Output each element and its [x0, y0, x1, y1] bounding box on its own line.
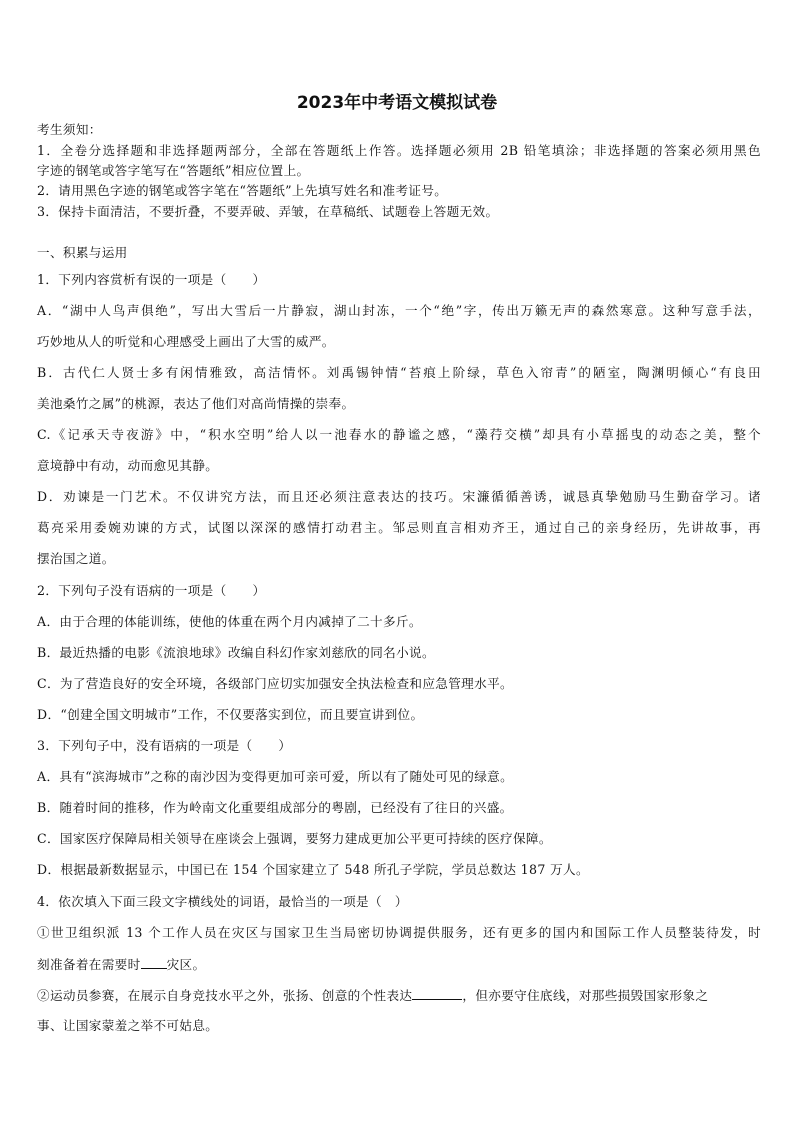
notice-item-1-line-1: 1．全卷分选择题和非选择题两部分，全部在答题纸上作答。选择题必须用 2B 铅笔填涂；非选择题的答案必须用黑色: [37, 143, 761, 158]
q3-option-d: D．根据最新数据显示，中国已在 154 个国家建立了 548 所孔子学院，学员总数达 187 万人。: [37, 862, 589, 877]
q1-option-d-line-2: 葛亮采用委婉劝谏的方式，试图以深深的感情打动君主。邹忌则直言相劝齐王，通过自己的亲身经历，先讲故事，再: [37, 520, 761, 535]
fill-in-blank-1: [141, 956, 167, 969]
notice-item-1-line-2: 字迹的钢笔或答字笔写在“答题纸”相应位置上。: [37, 163, 310, 178]
q3-option-a: A．具有“滨海城市”之称的南沙因为变得更加可亲可爱，所以有了随处可见的绿意。: [37, 769, 514, 784]
q1-option-a-line-2: 巧妙地从人的听觉和心理感受上画出了大雪的威严。: [37, 334, 335, 349]
section-heading: 一、积累与运用: [37, 245, 128, 260]
q4-passage-2-line-2: 事、让国家蒙羞之举不可姑息。: [37, 1018, 219, 1033]
q2-option-d: D．“创建全国文明城市”工作，不仅要落实到位，而且要宣讲到位。: [37, 707, 424, 722]
question-4-stem: 4．依次填入下面三段文字横线处的词语，最恰当的一项是（ ）: [37, 894, 408, 909]
q4-passage-2-line-1: [37, 987, 761, 1004]
q4-passage-2-text-before-blank: ②运动员参赛，在展示自身竞技水平之外，张扬、创意的个性表达: [37, 988, 413, 1003]
q1-option-a-line-1: A．“湖中人鸟声俱绝”，写出大雪后一片静寂，湖山封冻，一个“绝”字，传出万籁无声的森然寒意。这种写意手法，: [37, 303, 761, 318]
q4-passage-1-line-2: [37, 956, 761, 973]
q1-option-d-line-1: D．劝谏是一门艺术。不仅讲究方法，而且还必须注意表达的技巧。宋濂循循善诱，诚恳真挚勉励马生勤奋学习。诸: [37, 489, 761, 504]
q4-passage-1-text-after-blank: 灾区。: [166, 957, 206, 972]
q3-option-c: C．国家医疗保障局相关领导在座谈会上强调，要努力建成更加公平更可持续的医疗保障。: [37, 831, 552, 846]
q1-option-d-line-3: 摆治国之道。: [37, 551, 115, 566]
notice-item-2: 2．请用黑色字迹的钢笔或答字笔在“答题纸”上先填写姓名和准考证号。: [37, 183, 448, 198]
q1-option-c-line-1: C.《记承天寺夜游》中，“积水空明”给人以一池春水的静谧之感，“藻荇交横”却具有小草摇曳的动态之美，整个: [37, 427, 761, 442]
question-1-stem: 1．下列内容赏析有误的一项是（ ）: [37, 272, 266, 287]
q2-option-a: A．由于合理的体能训练，使他的体重在两个月内减掉了二十多斤。: [37, 614, 422, 629]
q2-option-b: B．最近热播的电影《流浪地球》改编自科幻作家刘慈欣的同名小说。: [37, 645, 435, 660]
q4-passage-1-line-1: ①世卫组织派 13 个工作人员在灾区与国家卫生当局密切协调提供服务，还有更多的国内和国际工作人员整装待发，时: [37, 925, 761, 940]
q1-option-b-line-2: 美池桑竹之属”的桃源，表达了他们对高尚情操的崇奉。: [37, 396, 355, 411]
q1-option-c-line-2: 意境静中有动，动而愈见其静。: [37, 458, 219, 473]
q4-passage-2-text-after-blank: ，但亦要守住底线，对那些损毁国家形象之: [462, 988, 709, 1003]
fill-in-blank-2: [412, 987, 462, 1000]
notice-item-3: 3．保持卡面清洁，不要折叠，不要弄破、弄皱，在草稿纸、试题卷上答题无效。: [37, 204, 499, 219]
question-3-stem: 3．下列句子中，没有语病的一项是（ ）: [37, 738, 292, 753]
q4-passage-1-text-before-blank: 刻准备着在需要时: [37, 957, 141, 972]
notice-heading: 考生须知：: [37, 122, 102, 137]
q1-option-b-line-1: B．古代仁人贤士多有闲情雅致，高洁情怀。刘禹锡钟情“苔痕上阶绿，草色入帘青”的陋室，陶渊明倾心“有良田: [37, 365, 761, 380]
page-title: 2023年中考语文模拟试卷: [296, 93, 498, 113]
question-2-stem: 2．下列句子没有语病的一项是（ ）: [37, 583, 266, 598]
q3-option-b: B．随着时间的推移，作为岭南文化重要组成部分的粤剧，已经没有了往日的兴盛。: [37, 800, 513, 815]
q2-option-c: C．为了营造良好的安全环境，各级部门应切实加强安全执法检查和应急管理水平。: [37, 676, 513, 691]
